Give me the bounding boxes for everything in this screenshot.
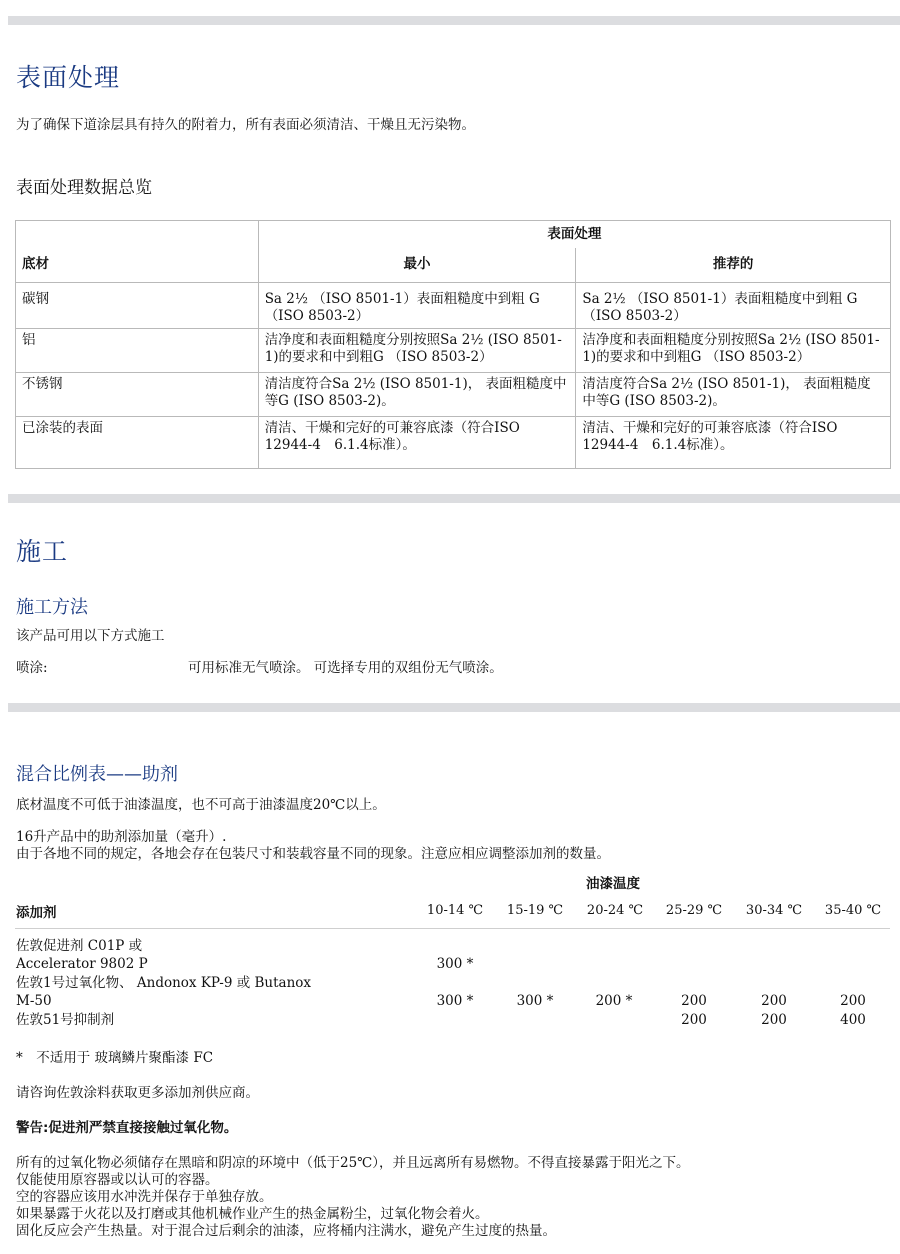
spray-value: 可用标准无气喷涂。 可选择专用的双组份无气喷涂。 [188, 660, 503, 676]
surface-prep-table [15, 220, 891, 469]
cell-rec: 清洁度符合Sa 2½ (ISO 8501-1)， 表面粗糙度中等G (ISO 8503-2)。 [576, 373, 891, 417]
temp-col-header: 30-34 ℃ [745, 903, 803, 918]
temp-col-header: 10-14 ℃ [426, 903, 484, 918]
additive-header: 添加剂 [16, 905, 57, 921]
mixing-consult: 请咨询佐敦涂料获取更多添加剂供应商。 [16, 1085, 259, 1101]
additive-name: 佐敦促进剂 C01P 或 [16, 938, 143, 954]
storage-line: 所有的过氧化物必须储存在黑暗和阴凉的环境中（低于25℃），并且远离所有易燃物。不得直接暴露于阳光之下。 [16, 1155, 690, 1171]
temp-col-header: 25-29 ℃ [665, 903, 723, 918]
cell-rec: 清洁、干燥和完好的可兼容底漆（符合ISO 12944-4 6.1.4标准）。 [576, 417, 891, 469]
col-header-rec: 推荐的 [576, 248, 891, 283]
additive-name: 佐敦51号抑制剂 [16, 1012, 115, 1028]
additive-value: 200 [840, 993, 866, 1009]
section-divider [8, 494, 900, 503]
additive-value: 200 * [595, 993, 633, 1009]
mixing-note-regulations: 由于各地不同的规定，各地会存在包装尺寸和装载容量不同的现象。注意应相应调整添加剂的数量。 [16, 846, 610, 862]
additive-name: M-50 [16, 993, 52, 1009]
cell-min: 清洁度符合Sa 2½ (ISO 8501-1)， 表面粗糙度中等G (ISO 8503-2)。 [258, 373, 576, 417]
mixing-note-dosage: 16升产品中的助剂添加量（毫升）. [16, 829, 227, 845]
storage-line: 如果暴露于火花以及打磨或其他机械作业产生的热金属粉尘，过氧化物会着火。 [16, 1206, 489, 1222]
surface-table-title: 表面处理数据总览 [16, 178, 152, 198]
section-title-surface: 表面处理 [16, 63, 121, 92]
col-header-min: 最小 [258, 248, 576, 283]
table-row [16, 283, 891, 329]
section-title-application: 施工 [16, 537, 69, 566]
temp-col-header: 20-24 ℃ [586, 903, 644, 918]
storage-line: 空的容器应该用水冲洗并保存于单独存放。 [16, 1189, 273, 1205]
table-row [16, 329, 891, 373]
table-rule [15, 928, 890, 929]
mixing-warning: 警告:促进剂严禁直接接触过氧化物。 [16, 1120, 238, 1136]
cell-substrate: 铝 [16, 329, 259, 373]
surface-intro: 为了确保下道涂层具有持久的附着力，所有表面必须清洁、干燥且无污染物。 [16, 117, 475, 133]
storage-line: 固化反应会产生热量。对于混合过后剩余的油漆，应将桶内注满水，避免产生过度的热量。 [16, 1223, 556, 1239]
temp-col-header: 15-19 ℃ [506, 903, 564, 918]
section-divider [8, 703, 900, 712]
cell-substrate: 碳钢 [16, 283, 259, 329]
additive-name: Accelerator 9802 P [16, 956, 148, 972]
application-intro: 该产品可用以下方式施工 [16, 628, 165, 644]
cell-min: 洁净度和表面粗糙度分别按照Sa 2½ (ISO 8501-1)的要求和中到粗G （ISO 8503-2） [258, 329, 576, 373]
temp-header: 油漆温度 [586, 876, 640, 892]
additive-value: 200 [681, 993, 707, 1009]
mixing-footnote: * 不适用于 玻璃鳞片聚酯漆 FC [16, 1050, 214, 1066]
additive-value: 200 [761, 993, 787, 1009]
temp-col-header: 35-40 ℃ [824, 903, 882, 918]
additive-value: 200 [761, 1012, 787, 1028]
cell-min: Sa 2½ （ISO 8501-1）表面粗糙度中到粗 G （ISO 8503-2） [258, 283, 576, 329]
additive-value: 300 * [516, 993, 554, 1009]
cell-substrate: 已涂装的表面 [16, 417, 259, 469]
additive-value: 200 [681, 1012, 707, 1028]
spray-label: 喷涂: [16, 660, 48, 676]
application-method-title: 施工方法 [16, 597, 88, 618]
cell-rec: Sa 2½ （ISO 8501-1）表面粗糙度中到粗 G （ISO 8503-2） [576, 283, 891, 329]
additive-value: 400 [840, 1012, 866, 1028]
section-divider [8, 16, 900, 25]
col-header-substrate: 底材 [16, 248, 259, 283]
additive-name: 佐敦1号过氧化物、 Andonox KP-9 或 Butanox [16, 975, 312, 991]
storage-line: 仅能使用原容器或以认可的容器。 [16, 1172, 219, 1188]
cell-rec: 洁净度和表面粗糙度分别按照Sa 2½ (ISO 8501-1)的要求和中到粗G （ISO 8503-2） [576, 329, 891, 373]
section-title-mixing: 混合比例表——助剂 [16, 764, 178, 785]
cell-substrate: 不锈钢 [16, 373, 259, 417]
table-row [16, 373, 891, 417]
additive-value: 300 * [436, 956, 474, 972]
mixing-note-substrate-temp: 底材温度不可低于油漆温度，也不可高于油漆温度20℃以上。 [16, 797, 386, 813]
cell-min: 清洁、干燥和完好的可兼容底漆（符合ISO 12944-4 6.1.4标准）。 [258, 417, 576, 469]
table-row [16, 417, 891, 469]
table-corner [16, 221, 259, 248]
additive-value: 300 * [436, 993, 474, 1009]
table-group-header: 表面处理 [258, 221, 890, 248]
